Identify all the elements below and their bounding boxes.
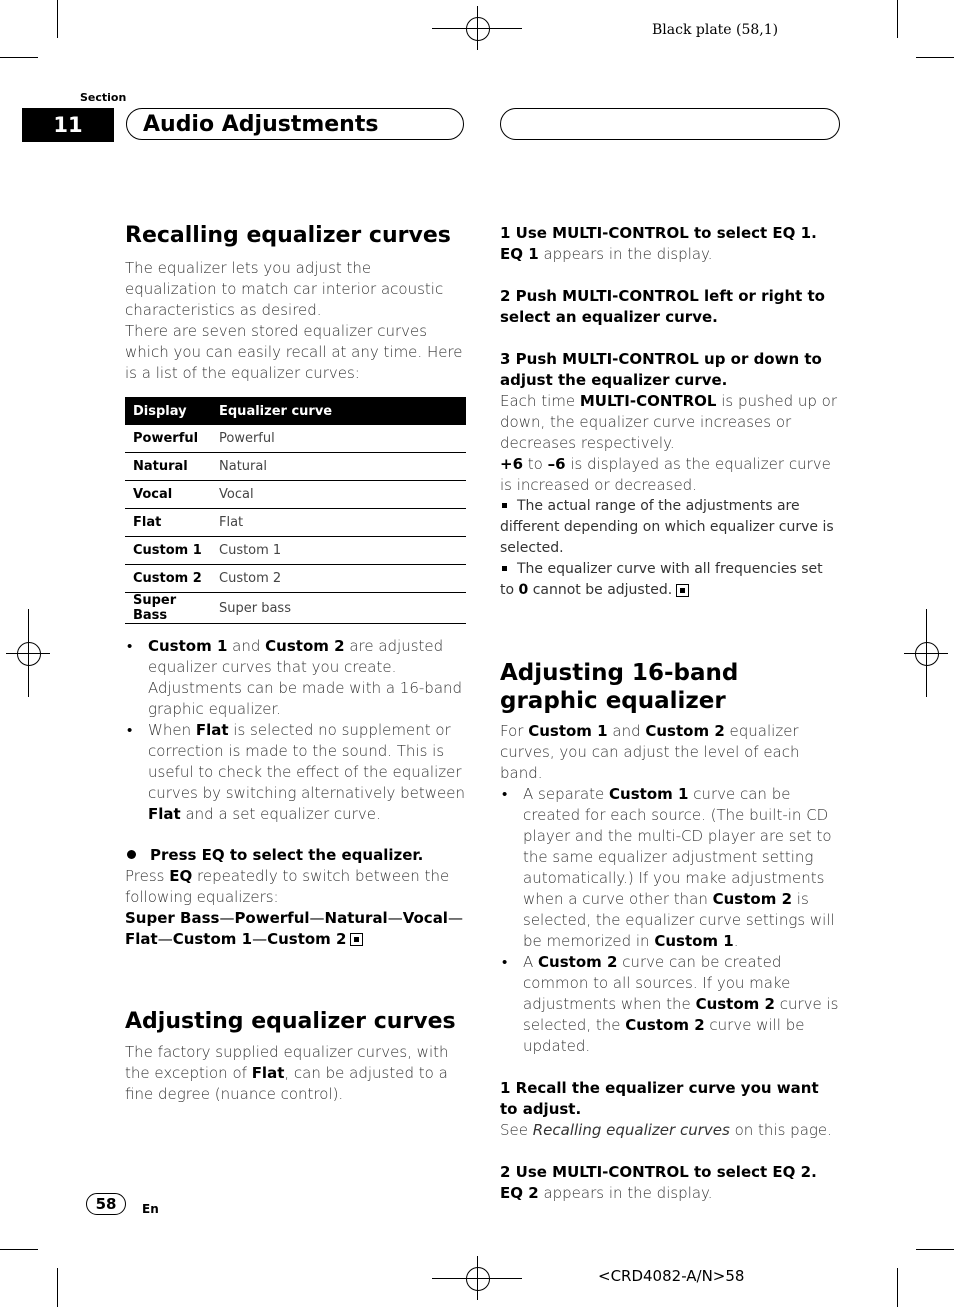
press-eq-step: Press EQ to select the equalizer.	[125, 845, 466, 866]
custom-bullets	[125, 636, 466, 825]
filled-bullet-icon	[127, 850, 136, 859]
document-reference: <CRD4082-A/N>58	[598, 1267, 745, 1285]
section-label: Section	[80, 91, 127, 104]
language-label: En	[142, 1202, 159, 1216]
eq2-desc: EQ 2 appears in the display.	[500, 1184, 713, 1202]
header-blank-pill	[500, 108, 840, 140]
heading-recalling: Recalling equalizer curves	[125, 223, 451, 248]
section-number: 11	[22, 108, 114, 142]
band-bullets	[500, 784, 841, 1057]
crop-mark	[57, 0, 58, 38]
list-item: • When Flat is selected no supplement or correction is made to the sound. This is useful to check the effect of the equalizer curves by switching alternatively between Flat and a set equalizer curve.	[125, 720, 466, 825]
crop-mark	[0, 57, 38, 58]
table-header-display: Display	[125, 397, 211, 425]
left-column	[125, 222, 466, 1105]
crop-mark	[897, 1268, 898, 1307]
range-desc: +6 to –6 is displayed as the equalizer curve is increased or decreased.	[500, 455, 831, 494]
note-range: The actual range of the adjustments are different depending on which equalizer curve is selected.	[500, 498, 834, 556]
square-bullet-icon	[502, 566, 507, 571]
eq1-desc: EQ 1 appears in the display.	[500, 245, 713, 263]
end-mark-icon	[350, 933, 363, 946]
registration-mark	[17, 642, 41, 666]
crop-mark	[57, 1268, 58, 1307]
cross-reference: Recalling equalizer curves	[532, 1121, 730, 1139]
recall-intro-2: There are seven stored equalizer curves which you can easily recall at any time. Here is a list of the equalizer curves:	[125, 322, 463, 382]
square-bullet-icon	[502, 503, 507, 508]
end-mark-icon	[676, 584, 689, 597]
table-row: Flat Flat	[125, 509, 466, 537]
table-row: Custom 1 Custom 1	[125, 537, 466, 565]
page-number: 58	[86, 1193, 126, 1215]
adjust-desc: The factory supplied equalizer curves, with the exception of Flat, can be adjusted to a fine degree (nuance control).	[125, 1043, 449, 1103]
registration-mark	[466, 17, 490, 41]
table-row: Powerful Powerful	[125, 425, 466, 453]
table-row: Super Bass Super bass	[125, 593, 466, 624]
heading-16-band: Adjusting 16-band graphic equalizer	[500, 660, 739, 714]
adjust-curve-desc: Each time MULTI-CONTROL is pushed up or down, the equalizer curve increases or decreases respectively.	[500, 392, 838, 452]
table-header-curve: Equalizer curve	[211, 397, 466, 425]
table-row: Custom 2 Custom 2	[125, 565, 466, 593]
step-recall: 1 Recall the equalizer curve you want to adjust.	[500, 1079, 819, 1118]
press-eq-desc: Press EQ repeatedly to switch between the following equalizers:	[125, 867, 450, 906]
section-title: Audio Adjustments	[126, 108, 464, 140]
table-row: Vocal Vocal	[125, 481, 466, 509]
heading-adjusting: Adjusting equalizer curves	[125, 1009, 456, 1034]
list-item: • Custom 1 and Custom 2 are adjusted equalizer curves that you create. Adjustments can be made with a 16-band graphic equalizer.	[125, 636, 466, 720]
step-eq1: 1 Use MULTI-CONTROL to select EQ 1.	[500, 224, 817, 242]
registration-mark	[466, 1267, 490, 1291]
right-column	[500, 223, 841, 1204]
registration-mark	[915, 642, 939, 666]
step-select-curve: 2 Push MULTI-CONTROL left or right to select an equalizer curve.	[500, 287, 825, 326]
recall-ref: See Recalling equalizer curves on this page.	[500, 1121, 832, 1139]
eq-sequence: Super Bass—Powerful—Natural—Vocal— Flat—Custom 1—Custom 2	[125, 909, 463, 948]
band-desc: For Custom 1 and Custom 2 equalizer curves, you can adjust the level of each band.	[500, 722, 800, 782]
recall-intro-1: The equalizer lets you adjust the equalization to match car interior acoustic characteristics as desired.	[125, 259, 444, 319]
table-row: Natural Natural	[125, 453, 466, 481]
list-item: • A separate Custom 1 curve can be created for each source. (The built-in CD player and the multi-CD player are set to the same equalizer adjustment setting automatically.) If you make adjustments when a curve other than Custom 2 is selected, the equalizer curve settings will be memorized in Custom 1.	[500, 784, 841, 952]
step-eq2: 2 Use MULTI-CONTROL to select EQ 2.	[500, 1163, 817, 1181]
crop-mark	[916, 1249, 954, 1250]
note-flat: The equalizer curve with all frequencies set to 0 cannot be adjusted.	[500, 561, 823, 598]
step-adjust-curve: 3 Push MULTI-CONTROL up or down to adjust the equalizer curve.	[500, 350, 822, 389]
crop-mark	[897, 0, 898, 38]
list-item: • A Custom 2 curve can be created common to all sources. If you make adjustments when the Custom 2 curve is selected, the Custom 2 curve will be updated.	[500, 952, 841, 1057]
equalizer-table	[125, 397, 466, 624]
plate-label: Black plate (58,1)	[652, 22, 779, 38]
crop-mark	[916, 57, 954, 58]
crop-mark	[0, 1249, 38, 1250]
